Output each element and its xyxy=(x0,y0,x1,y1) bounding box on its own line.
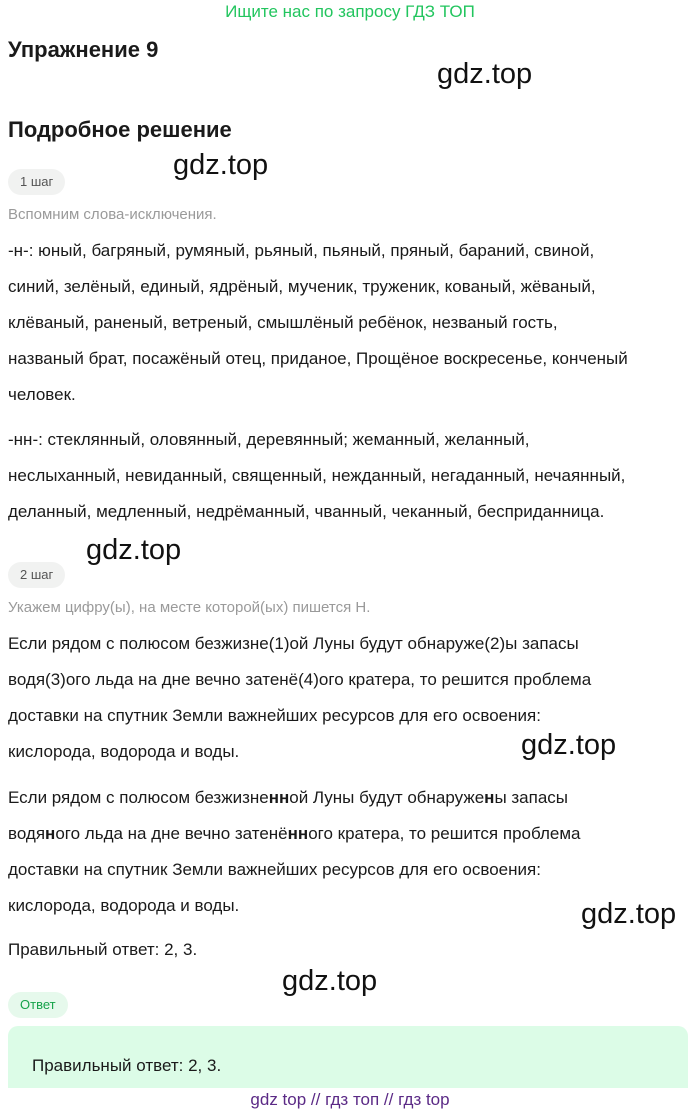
text-line: неслыханный, невиданный, священный, нежданный, негаданный, нечаянный, xyxy=(8,466,626,485)
highlighted-letters: нн xyxy=(268,788,290,807)
text-line: -н-: юный, багряный, румяный, рьяный, пьяный, пряный, бараний, свиной, xyxy=(8,241,595,260)
text-part: водя xyxy=(8,824,46,843)
text-line: кислорода, водорода и воды. xyxy=(8,896,240,915)
watermark: gdz.top xyxy=(173,149,269,181)
text-line: водя(3)ого льда на дне вечно затенё(4)ого кратера, то решится проблема xyxy=(8,670,592,689)
step-1-chip: 1 шаг xyxy=(8,169,65,195)
text-part: ой Луны будут обнаруже xyxy=(289,788,485,807)
text-part: ы запасы xyxy=(494,788,569,807)
text-line: доставки на спутник Земли важнейших ресурсов для его освоения: xyxy=(8,860,541,879)
step-2-hint: Укажем цифру(ы), на месте которой(ых) пишется Н. xyxy=(8,599,371,616)
text-line: клёваный, раненый, ветреный, смышлёный ребёнок, незваный гость, xyxy=(8,313,558,332)
answer-text: Правильный ответ: 2, 3. xyxy=(32,1056,222,1075)
text-line xyxy=(8,780,692,816)
highlighted-letters: н xyxy=(45,824,56,843)
text-line: кислорода, водорода и воды. xyxy=(8,742,240,761)
text-line: деланный, медленный, недрёманный, чванный, чеканный, бесприданница. xyxy=(8,502,605,521)
text-part: Если рядом с полюсом безжизне xyxy=(8,788,269,807)
top-banner[interactable]: Ищите нас по запросу ГДЗ ТОП xyxy=(225,2,475,21)
page-title: Упражнение 9 xyxy=(8,37,159,62)
step-1-text-nn xyxy=(8,422,692,530)
watermark: gdz.top xyxy=(282,965,378,997)
text-line: синий, зелёный, единый, ядрёный, мученик, труженик, кованый, жёваный, xyxy=(8,277,596,296)
text-line xyxy=(8,816,692,852)
highlighted-letters: н xyxy=(484,788,495,807)
footer-links[interactable]: gdz top // гдз топ // гдз top xyxy=(250,1090,450,1109)
watermark: gdz.top xyxy=(521,729,617,761)
watermark: gdz.top xyxy=(437,58,533,90)
step-1-hint: Вспомним слова-исключения. xyxy=(8,206,217,223)
text-part: ого льда на дне вечно затенё xyxy=(55,824,288,843)
step-1-text xyxy=(8,233,692,413)
step-2-chip: 2 шаг xyxy=(8,562,65,588)
watermark: gdz.top xyxy=(86,534,182,566)
answer-box xyxy=(8,1026,688,1088)
text-line: доставки на спутник Земли важнейших ресурсов для его освоения: xyxy=(8,706,541,725)
text-line: человек. xyxy=(8,385,76,404)
text-line: названый брат, посажёный отец, приданое, Прощёное воскресенье, конченый xyxy=(8,349,628,368)
section-title: Подробное решение xyxy=(8,117,232,142)
step-2-result: Правильный ответ: 2, 3. xyxy=(8,940,198,959)
text-line: Если рядом с полюсом безжизне(1)ой Луны будут обнаруже(2)ы запасы xyxy=(8,634,579,653)
watermark: gdz.top xyxy=(581,898,677,930)
highlighted-letters: нн xyxy=(287,824,309,843)
answer-chip: Ответ xyxy=(8,992,68,1018)
text-line: -нн-: стеклянный, оловянный, деревянный; жеманный, желанный, xyxy=(8,430,530,449)
text-part: ого кратера, то решится проблема xyxy=(308,824,581,843)
